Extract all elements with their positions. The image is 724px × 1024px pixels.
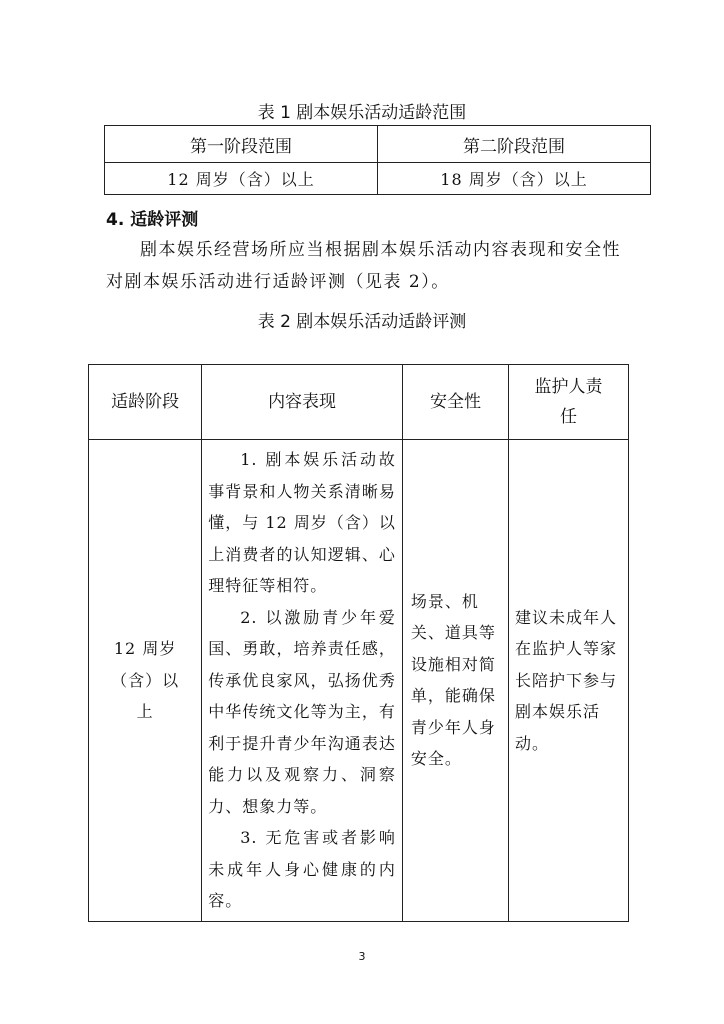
age-rating-table bbox=[88, 364, 629, 922]
table-row bbox=[89, 440, 629, 922]
safety-cell: 场景、机关、道具等设施相对简单，能确保青少年人身安全。 bbox=[402, 440, 508, 922]
table-header-cell: 监护人责任 bbox=[509, 365, 629, 440]
table-cell: 12 周岁（含）以上 bbox=[105, 163, 378, 195]
table-header-row bbox=[105, 126, 651, 163]
section-heading: 4. 适龄评测 bbox=[106, 210, 199, 230]
table-header-cell: 第一阶段范围 bbox=[105, 126, 378, 163]
table-row bbox=[105, 163, 651, 195]
table-header-cell: 第二阶段范围 bbox=[378, 126, 651, 163]
table1-caption: 表 1 剧本娱乐活动适龄范围 bbox=[257, 103, 467, 123]
table2-caption: 表 2 剧本娱乐活动适龄评测 bbox=[257, 312, 467, 332]
stage-cell: 12 周岁（含）以上 bbox=[89, 440, 202, 922]
table-header-cell: 内容表现 bbox=[202, 365, 403, 440]
table-cell: 18 周岁（含）以上 bbox=[378, 163, 651, 195]
table-header-row bbox=[89, 365, 629, 440]
guardian-cell: 建议未成年人在监护人等家长陪护下参与剧本娱乐活动。 bbox=[509, 440, 629, 922]
paragraph-text: 剧本娱乐经营场所应当根据剧本娱乐活动内容表现和安全性对剧本娱乐活动进行适龄评测（见表 2）。 bbox=[106, 240, 621, 292]
content-cell bbox=[202, 440, 403, 922]
age-range-table bbox=[104, 125, 651, 195]
section-paragraph bbox=[106, 234, 626, 298]
content-item: 2. 以激励青少年爱国、勇敢，培养责任感，传承优良家风，弘扬优秀中华传统文化等为主，有利于提升青少年沟通表达能力以及观察力、洞察力、想象力等。 bbox=[208, 607, 396, 816]
page-number: 3 bbox=[358, 950, 366, 963]
table-header-cell: 适龄阶段 bbox=[89, 365, 202, 440]
table-header-cell: 安全性 bbox=[402, 365, 508, 440]
content-item: 1. 剧本娱乐活动故事背景和人物关系清晰易懂，与 12 周岁（含）以上消费者的认知逻辑、心理特征等相符。 bbox=[208, 450, 396, 595]
content-item: 3. 无危害或者影响未成年人身心健康的内容。 bbox=[208, 828, 396, 910]
